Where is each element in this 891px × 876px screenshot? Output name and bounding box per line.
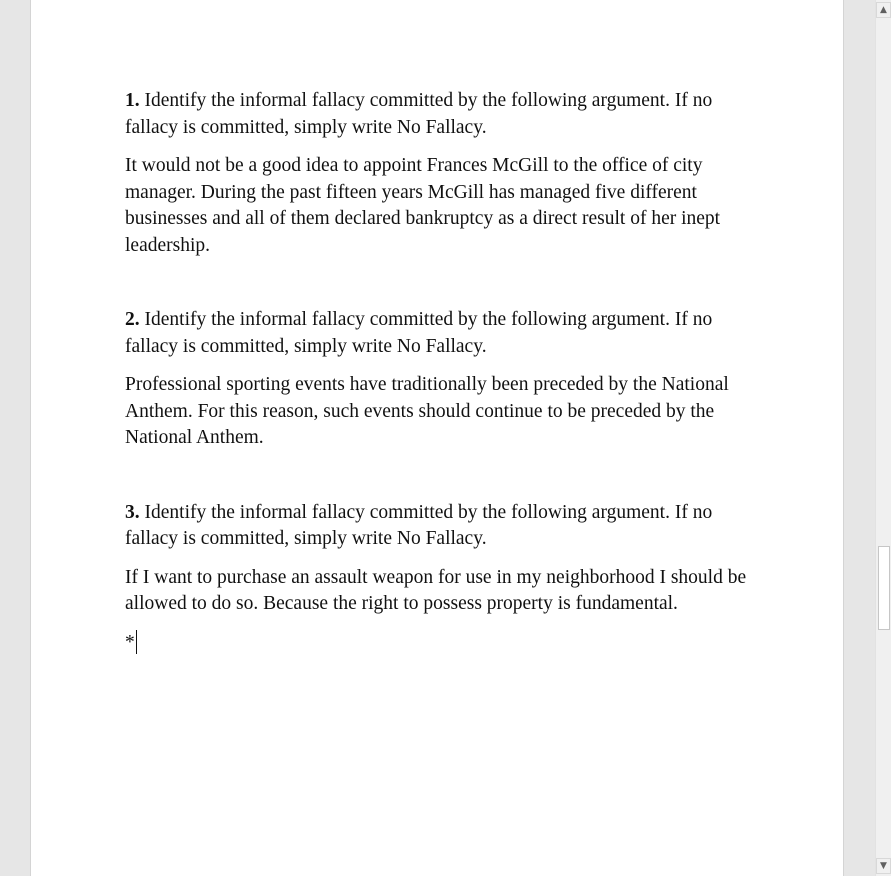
question-1 — [125, 88, 750, 141]
answer-line[interactable] — [125, 630, 750, 657]
question-number: 3. — [125, 501, 140, 523]
triangle-up-icon: ▲ — [880, 5, 887, 15]
question-prompt: Identify the informal fallacy committed by the following argument. If no fallacy is committed, simply write No Fallacy. — [125, 90, 713, 138]
question-3 — [125, 500, 750, 553]
document-body[interactable] — [125, 88, 750, 668]
argument-passage-1: It would not be a good idea to appoint Frances McGill to the office of city manager. During the past fifteen years McGill has managed five different businesses and all of them declared bankruptcy as a direct result of her inept leadership. — [125, 155, 721, 256]
scrollbar-thumb[interactable] — [878, 546, 890, 630]
document-page[interactable] — [30, 0, 844, 876]
scroll-down-button[interactable] — [876, 858, 891, 874]
question-prompt: Identify the informal fallacy committed by the following argument. If no fallacy is committed, simply write No Fallacy. — [125, 309, 713, 357]
triangle-down-icon: ▼ — [880, 861, 887, 871]
question-number: 1. — [125, 90, 140, 111]
question-2 — [125, 307, 750, 360]
answer-text[interactable]: * — [125, 631, 135, 653]
argument-passage-3: If I want to purchase an assault weapon for use in my neighborhood I should be allowed to do so. Because the right to possess property is fundamental. — [125, 566, 747, 614]
scroll-up-button[interactable] — [876, 2, 891, 18]
argument-passage-2: Professional sporting events have traditionally been preceded by the National Anthem. For this reason, such events should continue to be preceded by the National Anthem. — [125, 374, 729, 448]
question-prompt: Identify the informal fallacy committed by the following argument. If no fallacy is committed, simply write No Fallacy. — [125, 501, 713, 549]
question-number: 2. — [125, 309, 140, 330]
text-cursor — [136, 630, 137, 654]
vertical-scrollbar[interactable] — [875, 0, 891, 876]
